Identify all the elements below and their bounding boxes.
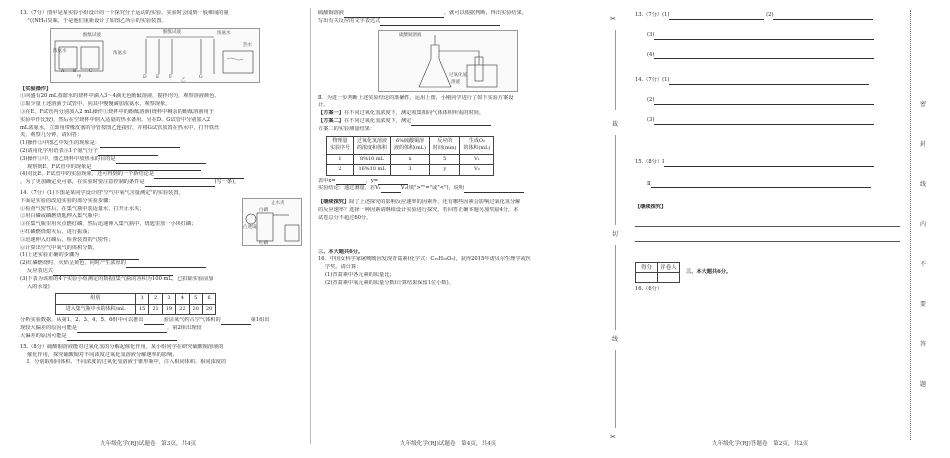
table-header-cell: 组别 — [56, 294, 136, 305]
q15-cont-2: 写出有关反应的文字表达式 — [318, 18, 598, 26]
table-row — [636, 273, 680, 283]
score-box — [635, 262, 680, 283]
cut-line-seg — [615, 350, 616, 428]
ans-16-label: 16.（6分） — [635, 286, 663, 293]
table-row — [327, 154, 494, 165]
cut-line-seg — [615, 245, 616, 330]
extended-answer-line[interactable] — [635, 218, 900, 227]
q16-line-4: (2)青蒿素中氧元素的质量分数(计算结果保留1位小数)。 — [325, 279, 454, 286]
cut-line-seg — [615, 135, 616, 225]
label-ammonia-b: 浓氨水 — [113, 50, 127, 56]
q14-line-7: ⑤迅速伸入红磷后，检查装置的气密性； — [20, 236, 114, 243]
answer-blank[interactable] — [654, 119, 874, 125]
extended-1: 【继续探究】除了上述探究的影响反应速率的因素外，还有哪些因素会影响过氧化氢分解 — [318, 199, 521, 206]
table-cell: 5 — [430, 154, 460, 165]
answer-blank[interactable] — [145, 181, 215, 187]
q14-sub-3b: 入的水量) — [27, 283, 50, 290]
label-jia: 甲 — [77, 74, 82, 80]
label-lens: 凸透镜 — [243, 224, 257, 230]
label-d: D — [143, 74, 147, 80]
table-row — [327, 165, 494, 176]
figure-15-apparatus — [378, 30, 518, 92]
q14-line-8: ⑥计算出空气中氧气的体积分数。 — [20, 244, 98, 251]
table-cell: 19 — [162, 304, 175, 315]
q14-line-4: ②用白磷或磷燃烧匙伸入集气瓶中； — [20, 213, 104, 220]
extended-3: 试卷总分不超过60分。 — [318, 214, 372, 221]
exp-line-6: 夹，观察几分钟，请回答： — [20, 132, 83, 139]
label-h2o2: 过氧化氢 — [449, 72, 467, 78]
q14-line-6: ④红磷燃烧熄灭后，进行振荡； — [20, 228, 93, 235]
grader-cell[interactable] — [658, 273, 680, 283]
answer-blank[interactable] — [654, 53, 874, 59]
seal-char: 要 — [920, 301, 927, 308]
score-row — [635, 262, 900, 283]
table-cell: 8%10 mL — [354, 154, 391, 165]
seal-line — [910, 10, 911, 440]
answer-blank[interactable] — [654, 99, 874, 105]
answer-blank[interactable] — [464, 187, 524, 193]
answer-blank[interactable] — [381, 187, 401, 193]
seal-char: 线 — [920, 181, 927, 188]
table-cell: 15 — [136, 304, 149, 315]
exp-line-3: ③在E、F试管内分别加入2 mL操作①烧杯中的酚酞溶液(烧杯中剩余的酚酞溶液用于 — [20, 108, 214, 115]
exp-title: 【实验操作】 — [20, 85, 52, 92]
answer-blank[interactable] — [651, 182, 871, 188]
answer-blank[interactable] — [654, 34, 874, 40]
label-red-p: 红磷 — [259, 240, 268, 246]
exp-line-1: ①向盛有20 mL蒸馏水的烧杯中滴入3～4滴无色酚酞溶液，搅拌均匀，观察溶液颜色。 — [20, 93, 220, 100]
q13-sub-3b: 观察到E、F试管中的现象是 — [20, 164, 305, 172]
figure-14-apparatus — [242, 198, 302, 246]
exam-page-4 — [318, 10, 598, 435]
q16-line-2: 学奖。请计算： — [325, 264, 362, 271]
answer-blank[interactable] — [669, 79, 869, 85]
table-row — [636, 263, 680, 273]
table-header-cell: 1 — [136, 294, 149, 305]
label-ammonia-c: 浓氨水 — [217, 30, 231, 36]
table-header-cell: 2 — [149, 294, 162, 305]
answer-blank[interactable] — [53, 270, 173, 276]
ans-14-row-2: (2) — [635, 97, 900, 105]
label-e: E — [156, 74, 160, 80]
label-hot-water: 热水 — [243, 42, 252, 48]
q14-sub-2b: 反应表达式 — [20, 268, 305, 276]
table-cell: V₁ — [460, 154, 494, 165]
q16-line-1: 16．中国女科学家屠呦呦因发现青蒿素(化学式：C₁₅H₂₂O₅)，获得2015年诺贝尔生理学或医 — [318, 256, 531, 263]
label-phenol-a: 酚酞试液 — [83, 32, 101, 38]
table-cell: x — [391, 154, 430, 165]
answer-blank[interactable] — [773, 14, 873, 20]
table-cell: 1 — [327, 154, 354, 165]
scissors-icon: ✂ — [610, 433, 616, 441]
table-header-cell: 生成O₂ 的体积(mL) — [460, 136, 494, 154]
label-g: G — [199, 74, 203, 80]
q14-sub-3: (3)下表为该班的4个实验小组测定的数据(集气瓶的容积为100 mL，已扣除实验前加 — [20, 275, 214, 282]
flask-drawing — [379, 31, 519, 93]
table-cell: 2 — [327, 165, 354, 176]
exp-line-5: mL浓氨水，立即用带橡皮塞的导管按图乙连接好，并将G试管放置在热水中，打开铁丝 — [20, 124, 220, 131]
q14-line-2: 下面是实验的改进实验的部分实验步骤： — [20, 197, 114, 204]
table-cell: 进入集气瓶中水的体积/mL — [56, 304, 136, 315]
page-divider — [310, 8, 311, 444]
section-three-answer: 三、本大题共6分。 — [686, 268, 732, 275]
q13-sub-4: (4)对比E、F试管中的实验现象，还可得到的一个新结论是 — [20, 171, 305, 179]
ans-13-row-2: (3) — [635, 32, 900, 40]
score-label: 得分 — [636, 263, 658, 273]
answer-blank[interactable] — [221, 319, 251, 325]
part2-line-2: 计。 — [318, 102, 329, 109]
table-header-cell: 过氧化氢溶液 的浓度和体积 — [354, 136, 391, 154]
seal-char: 内 — [920, 221, 927, 228]
extended-title-answer: 【继续探究】 — [635, 204, 667, 211]
table-cell: 3 — [391, 165, 430, 176]
q16-line-3: (1)青蒿素中各元素的质量比； — [325, 271, 395, 278]
ans-15-row-1: 15.（8分）Ⅰ — [635, 159, 900, 167]
q14-line-5: ③在集气瓶里用火点燃红磷，然后迅速伸入集气瓶中，烧匙里放一小块红磷； — [20, 221, 197, 228]
label-clamp: 止水夹 — [271, 200, 285, 206]
exp-line-4: 实验中作比较)，然后在空烧杯中倒入适量的热水备用。另在D、G试管中分别加入2 — [20, 116, 211, 123]
q14-line-3: ①检查气密性后，在集气瓶中装适量水，打开止水夹； — [20, 205, 145, 212]
page-footer-4: 九年级化学(RJ)试题卷 第4页，共4页 — [400, 441, 497, 447]
q13-line-1: 13.（7分）图甲是某实验小组设计的一个探究分子运动的实验，实验时会闻到一股难闻的氨 — [20, 10, 229, 16]
q14-sub-1: (1)上述实验正确的步骤为 — [20, 252, 305, 260]
cut-word-1: 裁 — [612, 121, 619, 128]
plan-1: 【方案一】在不同过氧化氢浓度下，测定收集相同气体体积所需的时间。 — [318, 110, 485, 117]
data-table-14 — [55, 293, 216, 315]
table-header-cell: 6%硫酸铜溶 液的体积(mL) — [391, 136, 430, 154]
table-cell: 20 — [202, 304, 215, 315]
table-cell: 22 — [176, 304, 189, 315]
label-a: A — [61, 68, 65, 74]
seal-char: 密 — [920, 101, 927, 108]
ans-15-row-2: Ⅱ — [635, 181, 900, 189]
plan-2: 【方案二】在不同过氧化氢浓度下，测定 — [318, 118, 598, 126]
scissors-icon: ✂ — [610, 15, 616, 23]
exp-line-2: ②取少量上述溶液于试管中，向其中慢慢滴加浓氨水，观察现象。 — [20, 101, 171, 108]
table-cell: 21 — [149, 304, 162, 315]
extended-2: 的反应速率？选择一种因素请继续设计实验进行探究。若回答正确本题另加奖励4分，本 — [318, 206, 519, 213]
table-row — [327, 136, 494, 154]
table-header-cell: 6 — [202, 294, 215, 305]
label-ammonia-a: 浓氨水 — [53, 48, 67, 54]
table-row — [56, 294, 216, 305]
table-intro: 方案二的实验测量结果： — [318, 125, 376, 132]
q14-analysis-1: 分析实验数据，从第1、2、3、4、5、6组中可以推出 验证氧气约占空气体积的 第1组出 — [20, 317, 270, 324]
table-cell: 16%10 mL — [354, 165, 391, 176]
table-header-cell: 3 — [162, 294, 175, 305]
cut-word-3: 线 — [612, 336, 619, 343]
answer-blank[interactable] — [67, 335, 177, 341]
answer-blank[interactable] — [669, 14, 764, 20]
q13-sub-2: (2)请用化学用语表示1个氨气分子 — [20, 148, 305, 156]
ans-14-row-3: (3) — [635, 117, 900, 125]
cut-word-2: 切 — [612, 231, 619, 238]
section-three: 三、本大题共6分。 — [318, 248, 364, 255]
ans-14-row-1: 14.（7分）(1) — [635, 77, 900, 85]
table-header-cell: 4 — [176, 294, 189, 305]
table-cell: y — [430, 165, 460, 176]
grader-label: 评卷人 — [658, 263, 680, 273]
q13-sub-4b: 。为了更加确定更可靠，在实验时要注意控制的条件是 (写一条)。 — [20, 179, 240, 186]
table-cell: 20 — [189, 304, 202, 315]
q13-line-2: 气(NH₃)臭味，于是他们重新设计了如图乙所示的实验装置。 — [27, 17, 167, 24]
answer-blank[interactable] — [116, 158, 206, 164]
q15-line-3: Ⅰ．分别取相同体积、不同浓度的过氧化氢溶液于锥形瓶中，注入相同体积、相同浓度的 — [27, 359, 227, 366]
label-c: C — [89, 68, 93, 74]
answer-blank[interactable] — [411, 120, 491, 126]
label-white-p: 白磷 — [259, 207, 268, 213]
table-answers: 表中x= ，y= — [318, 178, 598, 186]
q14-sub-2: (2)红磷燃烧时，火焰呈黄色，同时产生浓厚的 — [20, 260, 305, 268]
answer-footer: 九年级化学(RJ)答题卷 第2页，共2页 — [712, 441, 809, 447]
ans-13-row-3: (4) — [635, 52, 900, 60]
q15-line-2: 催化作用，探究硫酸铜对不同浓度过氧化氢溶液分解速率的影响。 — [27, 351, 178, 358]
table-row — [56, 304, 216, 315]
label-b: B — [73, 68, 77, 74]
part2-line-1: Ⅱ．为进一步判断上述实验结论的准确性，运用上图，小刚同学进行了如下实验方案设 — [318, 94, 514, 101]
score-cell[interactable] — [636, 273, 658, 283]
q14-analysis-3: 大偏差的原因可能是 — [20, 333, 305, 341]
ans-13-row-1: 13.（7分）(1) (2) — [635, 12, 900, 20]
q15-line-1: 15.（8分）硫酸铜溶液能对过氧化氢的分解起催化作用。某小组同学在研究硫酸铜溶液的 — [20, 343, 224, 350]
q13-sub-1: (1)操作③中图乙中发生的现象是： — [20, 140, 305, 148]
cut-line-seg — [615, 30, 616, 110]
data-table-15 — [326, 136, 494, 176]
label-cuso4: 硫酸铜溶液 — [399, 32, 422, 38]
label-yi: 乙 — [181, 77, 186, 83]
page-footer-3: 九年级化学(RJ)试题卷 第3页，共4页 — [100, 441, 197, 447]
seal-char: 答 — [920, 341, 927, 348]
figure-13-apparatus — [50, 28, 260, 83]
extended-answer-line[interactable] — [635, 233, 900, 242]
q14-line-1: 14.（7分）(1)下图是某同学设计的"空气中氧气含量测定"的实验装置。 — [20, 189, 184, 196]
q13-sub-3: (3)操作③中，图乙烧杯中放热水的目的是 — [20, 156, 305, 164]
q14-analysis-2: 现较大偏差的原因可能是 ，第2组出现较 — [20, 325, 202, 332]
answer-blank[interactable] — [380, 20, 500, 26]
label-phenol-b: 酚酞试液 — [163, 29, 181, 35]
q14-block — [20, 198, 305, 253]
seal-char: 不 — [920, 261, 927, 268]
table-cell: V₂ — [460, 165, 494, 176]
seal-char: 封 — [920, 141, 927, 148]
label-f: F — [169, 74, 173, 80]
conclusion: 实验结论：通过测量，若V₁ V₂(填">""="或"<")，说明 — [318, 185, 598, 193]
table-header-cell: 反应的 时间(min) — [430, 136, 460, 154]
seal-char: 题 — [920, 381, 927, 388]
label-solution: 溶液 — [451, 79, 460, 85]
answer-blank[interactable] — [664, 161, 874, 167]
table-header-cell: 5 — [189, 294, 202, 305]
answer-sheet-page-2 — [635, 10, 900, 435]
exam-page-3 — [20, 10, 305, 435]
q15-cont-1: 硫酸铜溶液 ，就可以根据判断，得出实验结果。 — [318, 10, 527, 16]
table-header-cell: 物理量 实验序号 — [327, 136, 354, 154]
